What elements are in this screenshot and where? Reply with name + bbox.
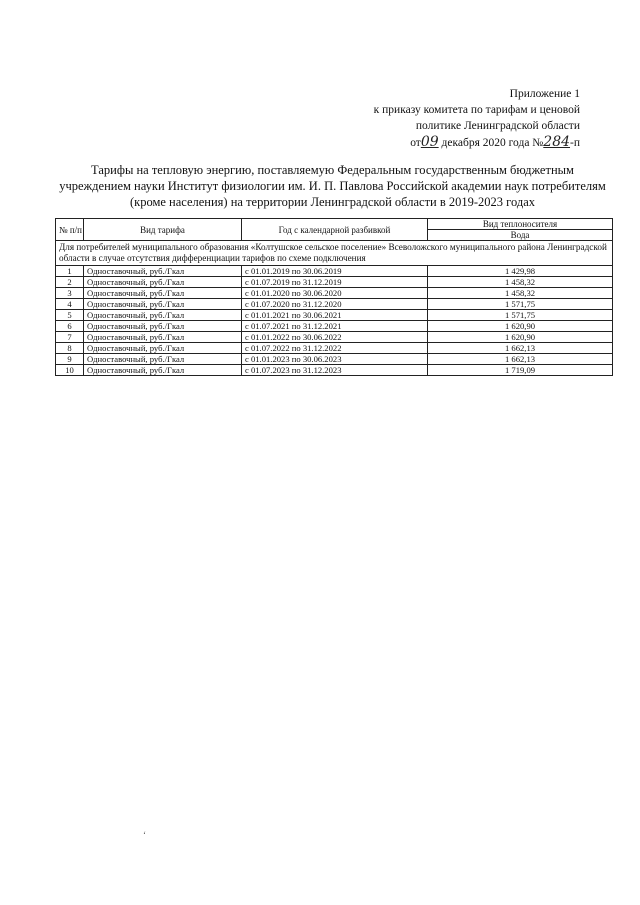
row-period-cell: с 01.01.2019 по 30.06.2019 [242,266,428,277]
row-tariff-cell: Одноставочный, руб./Гкал [84,266,242,277]
row-num-cell: 10 [56,365,84,376]
group-label: Для потребителей муниципального образования «Колтушское сельское поселение» Всеволожского муниципального района Ленинградской области в случае отсутствия дифференциации тарифов по схеме подключения [56,241,613,266]
row-value-cell: 1 458,32 [428,288,613,299]
row-tariff-cell: Одноставочный, руб./Гкал [84,365,242,376]
order-suffix: -п [570,137,580,149]
table-row [56,321,613,332]
table-row [56,288,613,299]
appendix-block [330,86,580,151]
title-line-2: учреждением науки Институт физиологии им. И. П. Павлова Российской академии наук потребителям [59,179,606,193]
row-value-cell: 1 662,13 [428,343,613,354]
row-period-cell: с 01.07.2020 по 31.12.2020 [242,299,428,310]
table-row [56,310,613,321]
row-period-cell: с 01.01.2022 по 30.06.2022 [242,332,428,343]
date-prefix: от [410,137,421,149]
document-title [55,162,610,210]
row-value-cell: 1 429,98 [428,266,613,277]
row-num-cell: 2 [56,277,84,288]
row-value-cell: 1 458,32 [428,277,613,288]
table-row [56,365,613,376]
header-period: Год с календарной разбивкой [242,219,428,241]
row-num-cell: 5 [56,310,84,321]
table-row [56,343,613,354]
header-num: № п/п [56,219,84,241]
row-tariff-cell: Одноставочный, руб./Гкал [84,288,242,299]
row-tariff-cell: Одноставочный, руб./Гкал [84,354,242,365]
row-num-cell: 8 [56,343,84,354]
row-period-cell: с 01.07.2023 по 31.12.2023 [242,365,428,376]
order-number-handwritten: 284 [543,134,571,150]
row-period-cell: с 01.07.2022 по 31.12.2022 [242,343,428,354]
scan-mark: ʻ [143,830,146,840]
row-value-cell: 1 719,09 [428,365,613,376]
table-row [56,277,613,288]
row-value-cell: 1 662,13 [428,354,613,365]
row-period-cell: с 01.07.2019 по 31.12.2019 [242,277,428,288]
row-num-cell: 1 [56,266,84,277]
row-period-cell: с 01.01.2021 по 30.06.2021 [242,310,428,321]
table-row [56,299,613,310]
row-period-cell: с 01.07.2021 по 31.12.2021 [242,321,428,332]
header-carrier-water: Вода [428,230,613,241]
row-num-cell: 4 [56,299,84,310]
header-carrier: Вид теплоносителя [428,219,613,230]
table-row [56,332,613,343]
row-value-cell: 1 571,75 [428,299,613,310]
row-num-cell: 6 [56,321,84,332]
header-tariff-type: Вид тарифа [84,219,242,241]
row-tariff-cell: Одноставочный, руб./Гкал [84,277,242,288]
row-num-cell: 9 [56,354,84,365]
row-num-cell: 3 [56,288,84,299]
appendix-date-line [330,134,580,151]
appendix-title: Приложение 1 [509,88,580,100]
row-tariff-cell: Одноставочный, руб./Гкал [84,299,242,310]
table-row [56,354,613,365]
row-tariff-cell: Одноставочный, руб./Гкал [84,332,242,343]
table-row [56,266,613,277]
title-line-3: (кроме населения) на территории Ленинградской области в 2019-2023 годах [129,195,536,209]
row-value-cell: 1 620,90 [428,321,613,332]
row-num-cell: 7 [56,332,84,343]
row-tariff-cell: Одноставочный, руб./Гкал [84,343,242,354]
row-tariff-cell: Одноставочный, руб./Гкал [84,310,242,321]
appendix-line-2: политике Ленинградской области [415,120,580,132]
title-line-1: Тарифы на тепловую энергию, поставляемую Федеральным государственным бюджетным [91,163,574,177]
row-period-cell: с 01.01.2020 по 30.06.2020 [242,288,428,299]
date-rest: декабря 2020 года № [441,137,544,149]
date-day-handwritten: 09 [420,134,439,150]
appendix-line-1: к приказу комитета по тарифам и ценовой [373,104,580,116]
row-value-cell: 1 620,90 [428,332,613,343]
row-value-cell: 1 571,75 [428,310,613,321]
row-tariff-cell: Одноставочный, руб./Гкал [84,321,242,332]
tariff-table [55,218,613,376]
row-period-cell: с 01.01.2023 по 30.06.2023 [242,354,428,365]
